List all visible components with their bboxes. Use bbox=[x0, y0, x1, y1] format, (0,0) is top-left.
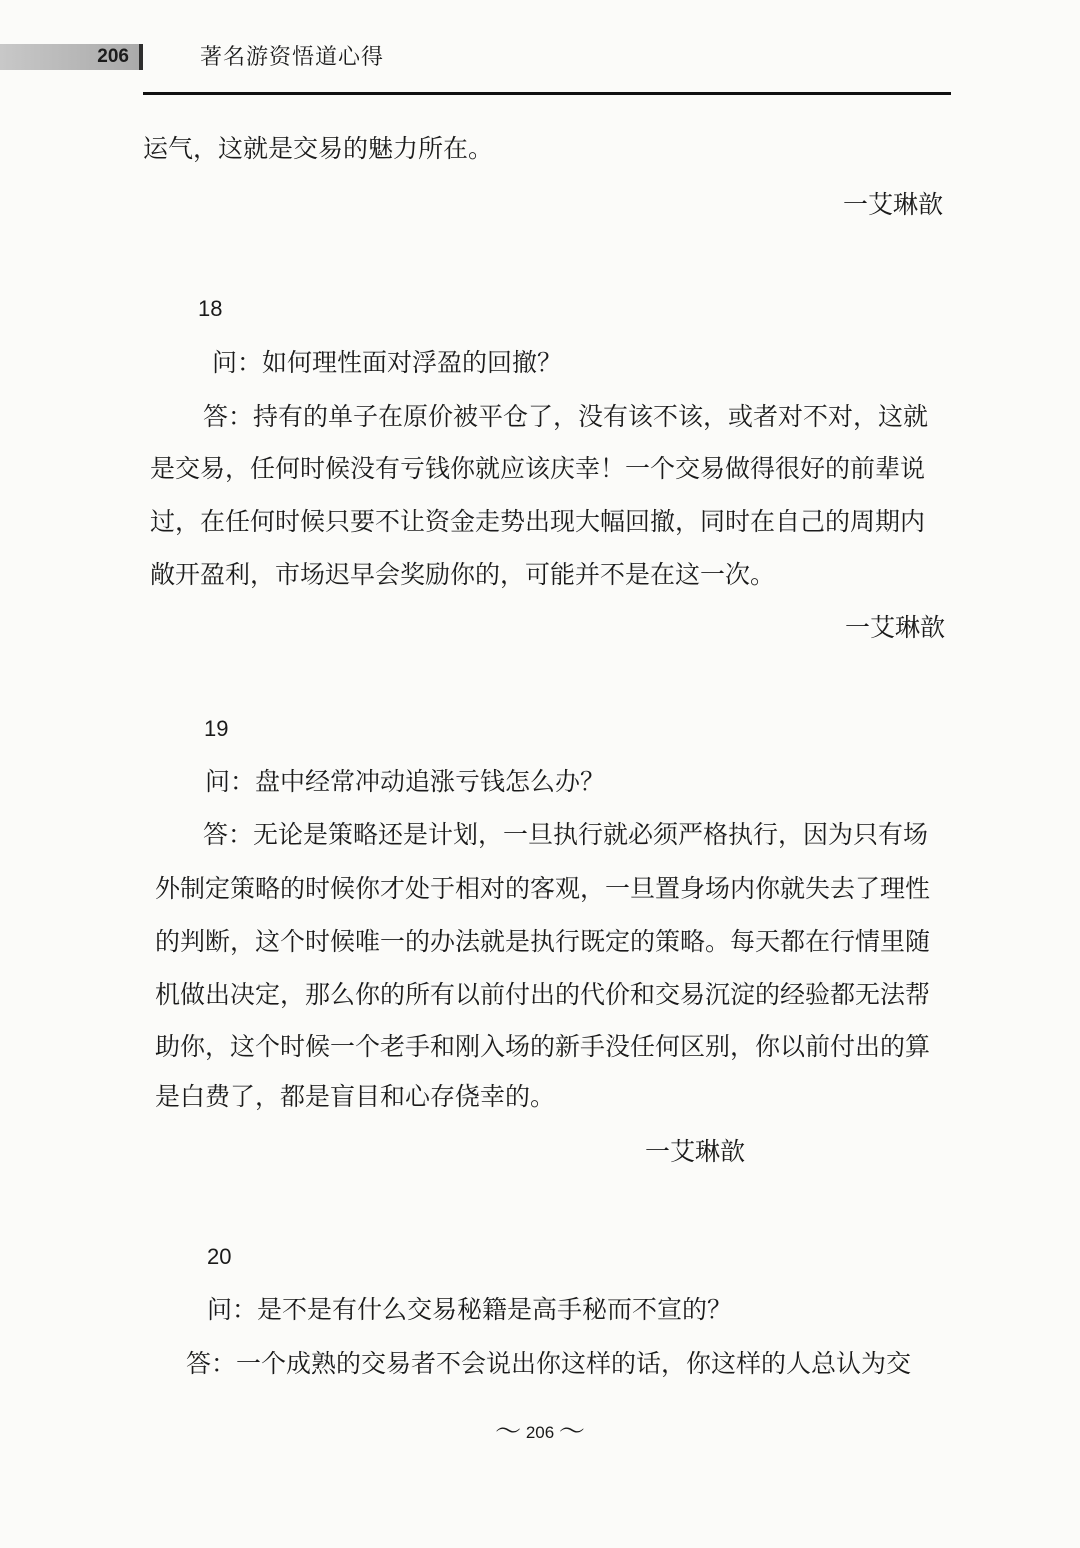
question-text: 问：是不是有什么交易秘籍是高手秘而不宣的？ bbox=[207, 1295, 733, 1324]
answer-line: 助你，这个时候一个老手和刚入场的新手没任何区别，你以前付出的算 bbox=[155, 1032, 931, 1061]
page-number-tab bbox=[0, 44, 143, 70]
footer-page-number: 206 bbox=[525, 1423, 555, 1442]
answer-line: 答：持有的单子在原价被平仓了，没有该不该，或者对不对，这就 bbox=[203, 402, 929, 431]
question-text: 问：盘中经常冲动追涨亏钱怎么办？ bbox=[205, 767, 606, 796]
answer-line: 敞开盈利，市场迟早会奖励你的，可能并不是在这一次。 bbox=[150, 560, 776, 589]
answer-line: 答：无论是策略还是计划，一旦执行就必须严格执行，因为只有场 bbox=[203, 820, 929, 849]
question-number: 19 bbox=[204, 716, 229, 741]
answer-line: 的判断，这个时候唯一的办法就是执行既定的策略。每天都在行情里随 bbox=[155, 927, 931, 956]
answer-line: 机做出决定，那么你的所有以前付出的代价和交易沉淀的经验都无法帮 bbox=[155, 980, 931, 1009]
author-signature: 一艾琳歆 bbox=[843, 190, 944, 219]
question-text: 问：如何理性面对浮盈的回撤？ bbox=[212, 348, 563, 377]
author-signature: 一艾琳歆 bbox=[845, 613, 946, 642]
header-rule bbox=[143, 92, 951, 95]
question-number: 18 bbox=[198, 296, 223, 321]
answer-line: 是交易，任何时候没有亏钱你就应该庆幸！一个交易做得很好的前辈说 bbox=[150, 454, 926, 483]
paragraph-line: 运气，这就是交易的魅力所在。 bbox=[143, 134, 494, 163]
page-tab-edge bbox=[139, 44, 143, 70]
answer-line: 是白费了，都是盲目和心存侥幸的。 bbox=[155, 1082, 556, 1111]
footer-tilde-left: ～ bbox=[495, 1416, 522, 1446]
page-footer bbox=[0, 1418, 1080, 1446]
answer-line: 外制定策略的时候你才处于相对的客观，一旦置身场内你就失去了理性 bbox=[155, 874, 931, 903]
answer-line: 答：一个成熟的交易者不会说出你这样的话，你这样的人总认为交 bbox=[186, 1349, 912, 1378]
header-page-number: 206 bbox=[97, 46, 129, 67]
book-title: 著名游资悟道心得 bbox=[200, 45, 385, 70]
footer-tilde-right: ～ bbox=[558, 1416, 585, 1446]
answer-line: 过，在任何时候只要不让资金走势出现大幅回撤，同时在自己的周期内 bbox=[150, 507, 926, 536]
question-number: 20 bbox=[207, 1244, 232, 1269]
author-signature: 一艾琳歆 bbox=[645, 1137, 746, 1166]
